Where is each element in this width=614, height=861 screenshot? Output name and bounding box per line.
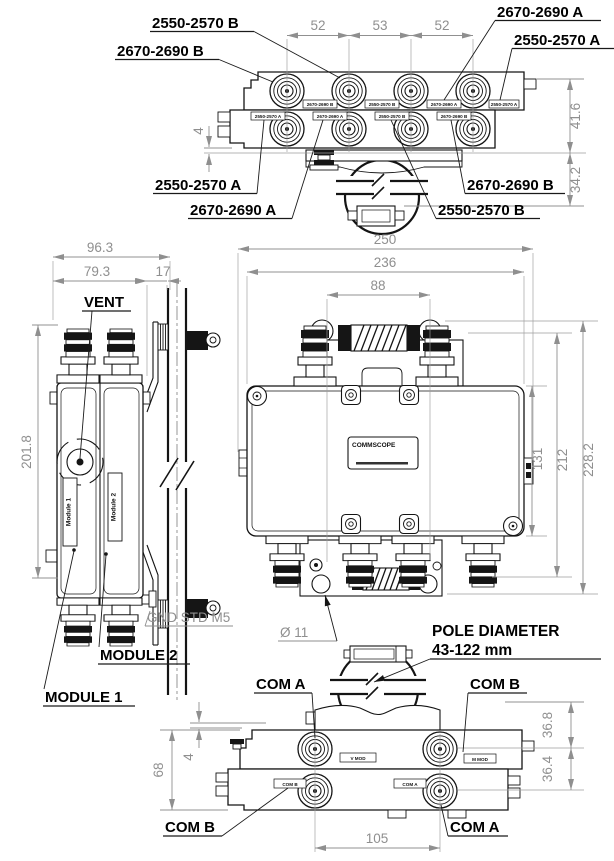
port-label: 2670-2690 A — [316, 114, 344, 119]
dim-17: 17 — [155, 264, 171, 279]
callout-2670-2690-a-top: 2670-2690 A — [497, 4, 584, 21]
port-label: 2550-2570 B — [378, 114, 406, 119]
port-label: 2670-2690 B — [440, 114, 468, 119]
dim-36-8: 36.8 — [540, 711, 555, 739]
bottom-view-body — [216, 730, 534, 818]
hole-diameter-label: Ø 11 — [280, 625, 309, 640]
brand-label-plate — [348, 437, 418, 469]
callout-2550-2570-a-top: 2550-2570 A — [514, 32, 601, 49]
clamp-jaw — [357, 206, 395, 226]
connector — [462, 536, 504, 587]
front-view — [238, 232, 598, 641]
module2-tag: Module 2 — [110, 492, 118, 522]
port-label: 2550-2570 B — [368, 102, 396, 107]
module1-callout: MODULE 1 — [45, 689, 123, 706]
clamp-bolt — [344, 646, 412, 662]
dim-34-2: 34.2 — [568, 166, 583, 194]
top-view-pole-clamp — [306, 150, 462, 234]
dim-236: 236 — [373, 255, 397, 270]
bottom-view-pole-clamp — [306, 646, 440, 730]
connector — [100, 329, 142, 383]
callout-2670-2690-b-top: 2670-2690 B — [117, 43, 204, 60]
com-b-bottom-callout: COM B — [165, 819, 215, 836]
cover-screw — [342, 515, 361, 534]
port-label: 2670-2690 A — [430, 102, 458, 107]
com-a-bottom-callout: COM A — [450, 819, 500, 836]
port-label: V MOD — [350, 756, 366, 761]
dim-250: 250 — [373, 232, 397, 247]
dim-41-6: 41.6 — [568, 102, 583, 130]
clamp-jaw — [315, 705, 440, 730]
connector — [57, 329, 99, 383]
dim-212: 212 — [555, 448, 570, 472]
dim-88: 88 — [370, 278, 386, 293]
corner-screw — [248, 387, 267, 406]
connector — [57, 598, 99, 646]
dim-131: 131 — [530, 447, 545, 471]
dim-68: 68 — [151, 762, 166, 778]
port-label: 2550-2570 A — [490, 102, 518, 107]
dim-96-3: 96.3 — [86, 240, 114, 255]
side-view-pole-bracket — [140, 283, 220, 700]
dim-4: 4 — [191, 127, 206, 135]
pole-diameter-label-line2: 43-122 mm — [432, 642, 513, 659]
port-label: 2670-2690 B — [306, 102, 334, 107]
dim-53: 53 — [372, 18, 388, 33]
side-view — [19, 240, 233, 706]
connector — [100, 598, 142, 646]
callout-2550-2570-a-bottom: 2550-2570 A — [155, 177, 242, 194]
port-label: M MOD — [472, 757, 488, 762]
front-view-body — [239, 386, 533, 537]
brand-label: COMMSCOPE — [352, 442, 396, 449]
bottom-view — [151, 623, 601, 852]
callout-2550-2570-b-bottom: 2550-2570 B — [438, 202, 525, 219]
module1-tag: Module 1 — [65, 497, 73, 527]
cover-screw — [400, 386, 419, 405]
dim-105: 105 — [365, 831, 389, 846]
callout-2550-2570-b-top: 2550-2570 B — [152, 15, 239, 32]
dim-36-4: 36.4 — [540, 755, 555, 783]
dim-4-offset: 4 — [181, 753, 196, 761]
module2-callout: MODULE 2 — [100, 647, 178, 664]
corner-screw — [504, 517, 523, 536]
dim-228-2: 228.2 — [581, 443, 596, 477]
dim-52-left: 52 — [310, 18, 326, 33]
port-label: COM A — [402, 782, 418, 787]
spring-damper — [338, 325, 420, 351]
port-label: COM B — [282, 782, 298, 787]
mounting-hole — [312, 575, 330, 593]
callout-2670-2690-a-bottom: 2670-2690 A — [190, 202, 277, 219]
side-view-modules — [46, 383, 150, 598]
pole-diameter-label-line1: POLE DIAMETER — [432, 623, 560, 640]
dim-201-8: 201.8 — [19, 435, 34, 469]
dim-52-right: 52 — [434, 18, 450, 33]
top-view — [115, 4, 614, 234]
cover-screw — [400, 515, 419, 534]
dim-79-3: 79.3 — [83, 264, 111, 279]
port-label: 2550-2570 A — [254, 114, 282, 119]
com-a-top-callout: COM A — [256, 676, 306, 693]
com-b-top-callout: COM B — [470, 676, 520, 693]
cover-screw — [342, 386, 361, 405]
gnd-label: GND STD M5 — [147, 610, 231, 625]
vent-label: VENT — [84, 294, 125, 311]
callout-2670-2690-b-bottom: 2670-2690 B — [467, 177, 554, 194]
